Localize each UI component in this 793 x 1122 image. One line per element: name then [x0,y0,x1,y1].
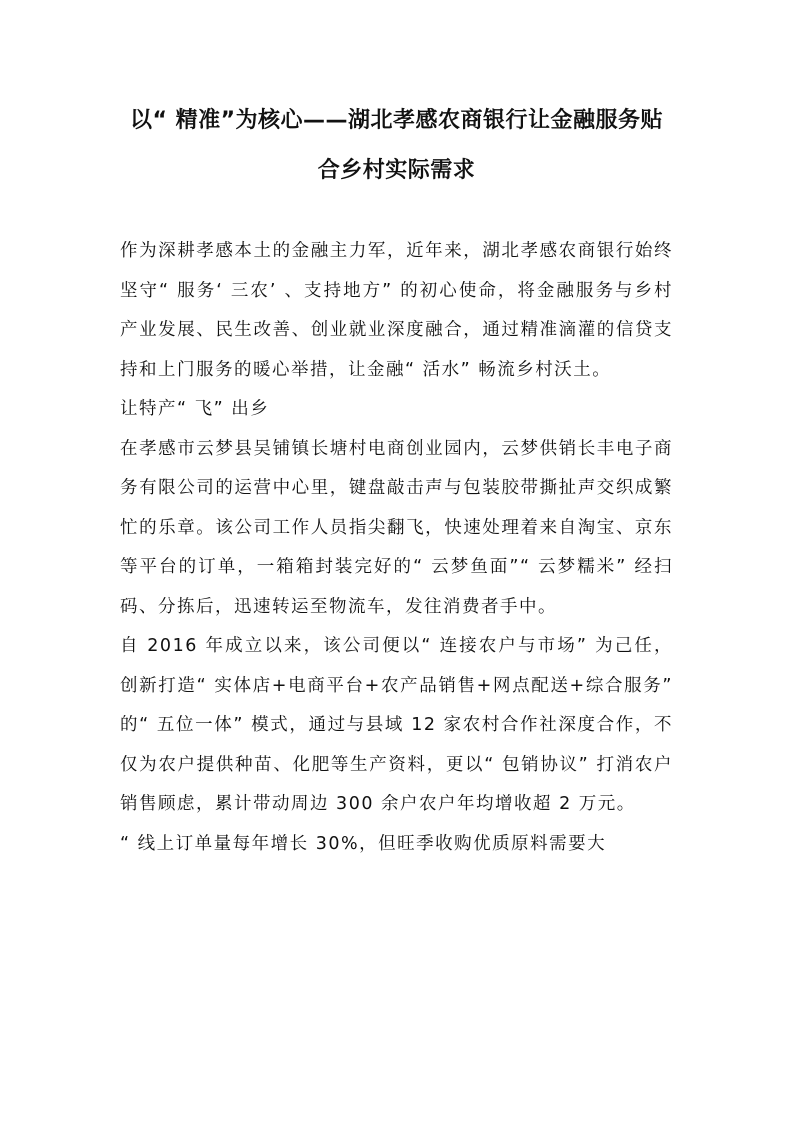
document-body [120,232,673,864]
document-title: 以“ 精准”为核心——湖北孝感农商银行让金融服务贴合乡村实际需求 [129,108,664,183]
section-heading: 让特产“ 飞” 出乡 [120,399,270,419]
paragraph-ecommerce: 在孝感市云梦县吴铺镇长塘村电商创业园内，云梦供销长丰电子商务有限公司的运营中心里，键盘敲击声与包装胶带撕扯声交织成繁忙的乐章。该公司工作人员指尖翻飞，快速处理着来自淘宝、京东等平台的订单，一箱箱封装完好的“ 云梦鱼面”“ 云梦糯米” 经扫码、分拣后，迅速转运至物流车，发往消费者手中。 [120,438,673,617]
paragraph-company-history: 自 2016 年成立以来，该公司便以“ 连接农户与市场” 为己任，创新打造“ 实体店+电商平台+农产品销售+网点配送+综合服务” 的“ 五位一体” 模式，通过与县域 12 家农村合作社深度合作，不仅为农户提供种苗、化肥等生产资料，更以“ 包销协议” 打消农户销售顾虑，累计带动周边 300 余户农户年均增收超 2 万元。 [120,636,673,814]
paragraph-quote: “ 线上订单量每年增长 30%，但旺季收购优质原料需要大 [120,833,607,854]
paragraph-intro: 作为深耕孝感本土的金融主力军，近年来，湖北孝感农商银行始终坚守“ 服务‘ 三农’ 、支持地方” 的初心使命，将金融服务与乡村产业发展、民生改善、创业就业深度融合，通过精准滴灌的信贷支持和上门服务的暖心举措，让金融“ 活水” 畅流乡村沃土。 [120,241,673,380]
